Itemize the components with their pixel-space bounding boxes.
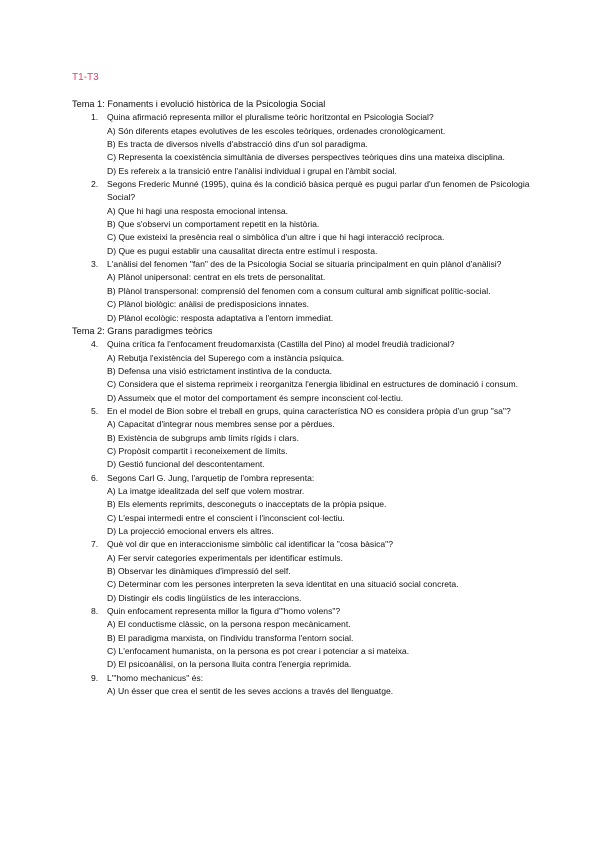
question-number: 5. <box>91 405 99 416</box>
question-text: Segons Frederic Munné (1995), quina és la condició bàsica perquè es pugui parlar d'un fenomen de Psicologia Social? <box>107 179 530 203</box>
question-text: Quin enfocament representa millor la figura d'"homo volens"? <box>107 606 341 617</box>
answer-option: D) La projecció emocional envers els altres. <box>107 526 274 536</box>
answer-option: C) Que existeixi la presència real o simbòlica d'un altre i que hi hagi interacció recíproca. <box>107 232 445 243</box>
question-text: En el model de Bion sobre el treball en grups, quina característica NO es considera pròpia d'un grup "sa"? <box>107 405 511 416</box>
answer-option: A) Fer servir categories experimentals per identificar estímuls. <box>107 552 343 563</box>
question-number: 6. <box>91 472 99 483</box>
answer-option: C) Considera que el sistema reprimeix i reorganitza l'energia libidinal en estructures de dominació i consum. <box>107 379 518 390</box>
question-text: Què vol dir que en interaccionisme simbòlic cal identificar la "cosa bàsica"? <box>107 539 394 550</box>
question-item <box>72 258 542 325</box>
answer-option: B) Observar les dinàmiques d'impressió del self. <box>107 566 291 577</box>
answer-option: D) Assumeix que el motor del comportament és sempre inconscient col·lectiu. <box>107 392 404 403</box>
question-text: Segons Carl G. Jung, l'arquetip de l'ombra representa: <box>107 472 315 483</box>
answer-option: C) L'enfocament humanista, on la persona es pot crear i potenciar a si mateixa. <box>107 646 410 657</box>
question-number: 4. <box>91 339 99 350</box>
question-number: 1. <box>91 112 99 123</box>
question-item <box>72 472 542 539</box>
answer-option: A) Plànol unipersonal: centrat en els trets de personalitat. <box>107 272 326 283</box>
question-text: L'"homo mechanicus" és: <box>107 672 204 683</box>
answer-option: C) Representa la coexistència simultània de diverses perspectives teòriques dins una mateixa disciplina. <box>107 152 505 163</box>
question-item <box>72 605 542 672</box>
answer-option: B) Plànol transpersonal: comprensió del fenomen com a consum cultural amb significat polític-social. <box>107 285 491 296</box>
question-item <box>72 111 542 178</box>
answer-option: B) Els elements reprimits, desconeguts o inacceptats de la pròpia psique. <box>107 499 387 510</box>
answer-option: A) Són diferents etapes evolutives de les escoles teòriques, ordenades cronològicament. <box>107 125 446 136</box>
question-number: 3. <box>91 259 99 270</box>
question-item <box>72 405 542 472</box>
question-text: L'anàlisi del fenomen "fan" des de la Psicologia Social se situaria principalment en quin plànol d'anàlisi? <box>107 259 502 270</box>
section-title: Tema 2: Grans paradigmes teòrics <box>72 325 213 336</box>
answer-option: C) L'espai intermedi entre el conscient i l'inconscient col·lectiu. <box>107 512 345 523</box>
quiz-content <box>72 98 542 698</box>
question-number: 8. <box>91 606 99 617</box>
section-title: Tema 1: Fonaments i evolució històrica de la Psicologia Social <box>72 99 326 109</box>
answer-option: B) Existència de subgrups amb límits rígids i clars. <box>107 432 299 443</box>
answer-option: D) Plànol ecològic: resposta adaptativa a l'entorn immediat. <box>107 312 334 323</box>
answer-option: B) Es tracta de diversos nivells d'abstracció dins d'un sol paradigma. <box>107 139 368 150</box>
answer-option: B) Defensa una visió estrictament instintiva de la conducta. <box>107 365 332 376</box>
answer-option: D) Gestió funcional del descontentament. <box>107 459 265 470</box>
answer-option: D) Distingir els codis lingüístics de les interaccions. <box>107 592 302 603</box>
answer-option: B) Que s'observi un comportament repetit en la història. <box>107 219 320 230</box>
answer-option: C) Propòsit compartit i reconeixement de límits. <box>107 445 288 456</box>
question-text: Quina crítica fa l'enfocament freudomarxista (Castilla del Pino) al model freudià tradicional? <box>107 339 455 350</box>
question-item <box>72 538 542 605</box>
answer-option: A) Capacitat d'integrar nous membres sense por a pèrdues. <box>107 419 335 430</box>
answer-option: C) Plànol biològic: anàlisi de predisposicions innates. <box>107 299 310 310</box>
answer-option: A) Que hi hagi una resposta emocional intensa. <box>107 205 289 216</box>
answer-option: D) Es refereix a la transició entre l'anàlisi individual i grupal en l'àmbit social. <box>107 165 397 176</box>
answer-option: A) La imatge idealitzada del self que volem mostrar. <box>107 485 305 496</box>
question-number: 2. <box>91 179 99 190</box>
answer-option: A) Un ésser que crea el sentit de les seves accions a través del llenguatge. <box>107 686 394 697</box>
answer-option: D) Que es pugui establir una causalitat directa entre estímul i resposta. <box>107 245 378 256</box>
answer-option: D) El psicoanàlisi, on la persona lluita contra l'energia reprimida. <box>107 659 352 670</box>
question-number: 7. <box>91 539 99 550</box>
answer-option: B) El paradigma marxista, on l'individu transforma l'entorn social. <box>107 632 354 643</box>
answer-option: A) Rebutja l'existència del Superego com a instància psíquica. <box>107 352 345 363</box>
question-item <box>72 338 542 405</box>
question-item <box>72 672 542 699</box>
question-number: 9. <box>91 672 99 683</box>
document-label: T1-T3 <box>72 72 99 83</box>
question-text: Quina afirmació representa millor el pluralisme teòric horitzontal en Psicologia Social? <box>107 112 434 123</box>
answer-option: A) El conductisme clàssic, on la persona respon mecànicament. <box>107 619 351 630</box>
answer-option: C) Determinar com les persones interpreten la seva identitat en una situació social concreta. <box>107 579 459 590</box>
question-item <box>72 178 542 258</box>
